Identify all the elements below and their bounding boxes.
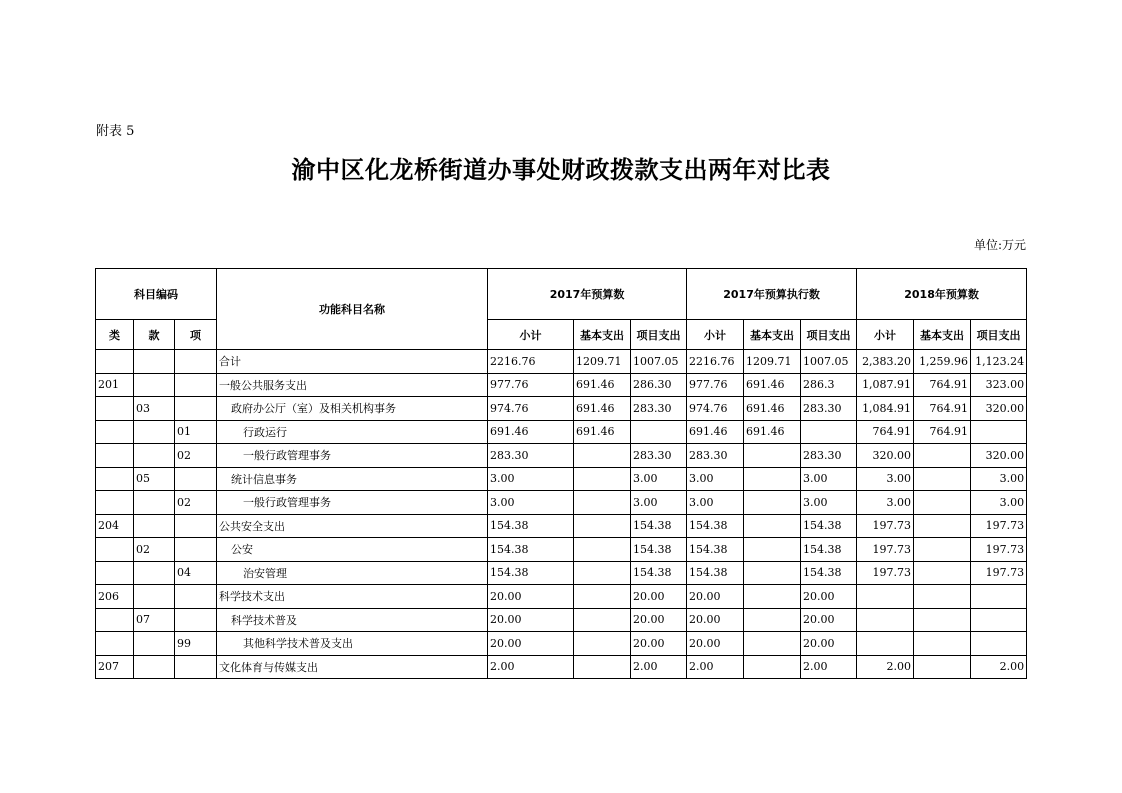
- code-xiang-cell: [175, 373, 217, 397]
- value-cell: 764.91: [857, 420, 914, 444]
- subheader-cell: 小计: [857, 320, 914, 350]
- code-xiang-cell: [175, 514, 217, 538]
- function-name-cell: 科学技术支出: [217, 585, 488, 609]
- value-cell: [744, 491, 801, 515]
- value-cell: 1007.05: [801, 350, 857, 374]
- function-name-cell: 治安管理: [217, 561, 488, 585]
- value-cell: 691.46: [744, 373, 801, 397]
- subheader-cell: 小计: [488, 320, 574, 350]
- code-xiang-cell: [175, 655, 217, 679]
- value-cell: 154.38: [631, 538, 687, 562]
- value-cell: 2.00: [488, 655, 574, 679]
- value-cell: 154.38: [631, 561, 687, 585]
- function-name-cell: 一般公共服务支出: [217, 373, 488, 397]
- code-kuan-cell: [134, 420, 175, 444]
- value-cell: 197.73: [971, 561, 1027, 585]
- table-row: [96, 561, 1027, 585]
- value-cell: [744, 608, 801, 632]
- budget-comparison-table: [95, 268, 1027, 679]
- value-cell: 20.00: [687, 585, 744, 609]
- code-lei-cell: [96, 420, 134, 444]
- value-cell: 3.00: [801, 491, 857, 515]
- value-cell: 691.46: [687, 420, 744, 444]
- value-cell: [574, 467, 631, 491]
- value-cell: 1,087.91: [857, 373, 914, 397]
- table-row: [96, 491, 1027, 515]
- value-cell: 3.00: [971, 467, 1027, 491]
- function-name-cell: 一般行政管理事务: [217, 444, 488, 468]
- value-cell: 764.91: [914, 420, 971, 444]
- subheader-cell: 项目支出: [971, 320, 1027, 350]
- value-cell: 2216.76: [687, 350, 744, 374]
- value-cell: [744, 444, 801, 468]
- value-cell: 20.00: [801, 608, 857, 632]
- table-row: [96, 350, 1027, 374]
- value-cell: 3.00: [488, 467, 574, 491]
- value-cell: 3.00: [631, 467, 687, 491]
- value-cell: 283.30: [801, 397, 857, 421]
- value-cell: 154.38: [687, 514, 744, 538]
- table-row: [96, 608, 1027, 632]
- value-cell: 283.30: [687, 444, 744, 468]
- value-cell: [744, 467, 801, 491]
- value-cell: 20.00: [488, 585, 574, 609]
- header-kuan: 款: [134, 320, 175, 350]
- value-cell: 20.00: [687, 632, 744, 656]
- header-group-2018-budget: 2018年预算数: [857, 269, 1027, 320]
- value-cell: 2216.76: [488, 350, 574, 374]
- value-cell: 154.38: [488, 538, 574, 562]
- code-kuan-cell: [134, 373, 175, 397]
- value-cell: [574, 514, 631, 538]
- value-cell: 20.00: [801, 632, 857, 656]
- value-cell: 323.00: [971, 373, 1027, 397]
- code-lei-cell: [96, 561, 134, 585]
- value-cell: 283.30: [631, 444, 687, 468]
- value-cell: 154.38: [801, 514, 857, 538]
- table-body: [96, 350, 1027, 679]
- table-row: [96, 585, 1027, 609]
- code-kuan-cell: [134, 632, 175, 656]
- value-cell: [914, 632, 971, 656]
- value-cell: [631, 420, 687, 444]
- value-cell: 286.3: [801, 373, 857, 397]
- code-lei-cell: [96, 350, 134, 374]
- value-cell: [914, 585, 971, 609]
- code-xiang-cell: [175, 350, 217, 374]
- value-cell: 2.00: [801, 655, 857, 679]
- value-cell: 2.00: [687, 655, 744, 679]
- value-cell: 20.00: [631, 585, 687, 609]
- value-cell: 691.46: [574, 397, 631, 421]
- table-row: [96, 444, 1027, 468]
- table-row: [96, 632, 1027, 656]
- function-name-cell: 公共安全支出: [217, 514, 488, 538]
- value-cell: [574, 491, 631, 515]
- function-name-cell: 文化体育与传媒支出: [217, 655, 488, 679]
- table-row: [96, 397, 1027, 421]
- header-group-2017-budget: 2017年预算数: [488, 269, 687, 320]
- subheader-cell: 项目支出: [631, 320, 687, 350]
- value-cell: 320.00: [971, 444, 1027, 468]
- value-cell: [744, 538, 801, 562]
- function-name-cell: 行政运行: [217, 420, 488, 444]
- value-cell: [744, 514, 801, 538]
- code-lei-cell: [96, 467, 134, 491]
- value-cell: 1209.71: [574, 350, 631, 374]
- code-xiang-cell: [175, 397, 217, 421]
- header-code-group: 科目编码: [96, 269, 217, 320]
- code-xiang-cell: 02: [175, 491, 217, 515]
- value-cell: 691.46: [744, 420, 801, 444]
- unit-label: 单位:万元: [973, 238, 1026, 252]
- function-name-cell: 政府办公厅（室）及相关机构事务: [217, 397, 488, 421]
- value-cell: 154.38: [801, 538, 857, 562]
- code-lei-cell: 201: [96, 373, 134, 397]
- value-cell: [914, 608, 971, 632]
- subheader-cell: 项目支出: [801, 320, 857, 350]
- value-cell: [574, 538, 631, 562]
- value-cell: 977.76: [488, 373, 574, 397]
- value-cell: 3.00: [857, 467, 914, 491]
- value-cell: 154.38: [488, 514, 574, 538]
- value-cell: [857, 632, 914, 656]
- code-lei-cell: [96, 491, 134, 515]
- value-cell: [914, 467, 971, 491]
- code-xiang-cell: 04: [175, 561, 217, 585]
- code-xiang-cell: 02: [175, 444, 217, 468]
- value-cell: [914, 655, 971, 679]
- attachment-label: 附表 5: [96, 124, 135, 139]
- value-cell: 764.91: [914, 397, 971, 421]
- value-cell: 20.00: [488, 632, 574, 656]
- value-cell: [971, 420, 1027, 444]
- value-cell: 286.30: [631, 373, 687, 397]
- value-cell: [744, 655, 801, 679]
- value-cell: 3.00: [971, 491, 1027, 515]
- value-cell: 2.00: [857, 655, 914, 679]
- value-cell: [801, 420, 857, 444]
- value-cell: 154.38: [488, 561, 574, 585]
- function-name-cell: 科学技术普及: [217, 608, 488, 632]
- code-lei-cell: 204: [96, 514, 134, 538]
- value-cell: [857, 608, 914, 632]
- value-cell: 283.30: [801, 444, 857, 468]
- table-row: [96, 514, 1027, 538]
- table-row: [96, 467, 1027, 491]
- function-name-cell: 其他科学技术普及支出: [217, 632, 488, 656]
- code-kuan-cell: 03: [134, 397, 175, 421]
- document-title: 渝中区化龙桥街道办事处财政拨款支出两年对比表: [291, 155, 831, 184]
- value-cell: [574, 608, 631, 632]
- code-lei-cell: [96, 444, 134, 468]
- value-cell: 320.00: [857, 444, 914, 468]
- value-cell: 3.00: [857, 491, 914, 515]
- function-name-cell: 统计信息事务: [217, 467, 488, 491]
- value-cell: 2.00: [971, 655, 1027, 679]
- subheader-cell: 基本支出: [914, 320, 971, 350]
- value-cell: [971, 632, 1027, 656]
- code-xiang-cell: 01: [175, 420, 217, 444]
- value-cell: 691.46: [744, 397, 801, 421]
- value-cell: [914, 561, 971, 585]
- code-xiang-cell: 99: [175, 632, 217, 656]
- value-cell: [971, 585, 1027, 609]
- value-cell: [744, 561, 801, 585]
- value-cell: 154.38: [631, 514, 687, 538]
- code-kuan-cell: [134, 655, 175, 679]
- value-cell: [574, 585, 631, 609]
- code-kuan-cell: [134, 514, 175, 538]
- code-xiang-cell: [175, 467, 217, 491]
- value-cell: [574, 632, 631, 656]
- value-cell: 1,084.91: [857, 397, 914, 421]
- code-kuan-cell: [134, 444, 175, 468]
- header-group-2017-executed: 2017年预算执行数: [687, 269, 857, 320]
- header-lei: 类: [96, 320, 134, 350]
- value-cell: 197.73: [857, 561, 914, 585]
- function-name-cell: 一般行政管理事务: [217, 491, 488, 515]
- header-function-name: 功能科目名称: [217, 269, 488, 350]
- value-cell: [574, 561, 631, 585]
- value-cell: 974.76: [687, 397, 744, 421]
- code-lei-cell: 206: [96, 585, 134, 609]
- value-cell: [914, 538, 971, 562]
- value-cell: 3.00: [687, 491, 744, 515]
- value-cell: 1007.05: [631, 350, 687, 374]
- value-cell: 154.38: [687, 538, 744, 562]
- value-cell: 320.00: [971, 397, 1027, 421]
- value-cell: [744, 585, 801, 609]
- code-kuan-cell: [134, 491, 175, 515]
- value-cell: [914, 491, 971, 515]
- value-cell: [914, 514, 971, 538]
- value-cell: 197.73: [971, 538, 1027, 562]
- code-xiang-cell: [175, 608, 217, 632]
- value-cell: 2,383.20: [857, 350, 914, 374]
- code-kuan-cell: [134, 350, 175, 374]
- value-cell: 1,123.24: [971, 350, 1027, 374]
- value-cell: 3.00: [801, 467, 857, 491]
- value-cell: 691.46: [574, 373, 631, 397]
- value-cell: 977.76: [687, 373, 744, 397]
- code-lei-cell: [96, 397, 134, 421]
- table-row: [96, 655, 1027, 679]
- value-cell: 974.76: [488, 397, 574, 421]
- subheader-cell: 基本支出: [574, 320, 631, 350]
- value-cell: 20.00: [631, 632, 687, 656]
- value-cell: 3.00: [687, 467, 744, 491]
- code-xiang-cell: [175, 538, 217, 562]
- value-cell: 283.30: [488, 444, 574, 468]
- value-cell: 197.73: [857, 538, 914, 562]
- code-kuan-cell: 07: [134, 608, 175, 632]
- value-cell: 3.00: [488, 491, 574, 515]
- value-cell: 20.00: [687, 608, 744, 632]
- header-xiang: 项: [175, 320, 217, 350]
- subheader-cell: 小计: [687, 320, 744, 350]
- code-kuan-cell: [134, 585, 175, 609]
- code-lei-cell: [96, 608, 134, 632]
- value-cell: [914, 444, 971, 468]
- table-row: [96, 420, 1027, 444]
- code-xiang-cell: [175, 585, 217, 609]
- code-lei-cell: [96, 538, 134, 562]
- value-cell: [971, 608, 1027, 632]
- value-cell: 2.00: [631, 655, 687, 679]
- value-cell: 20.00: [801, 585, 857, 609]
- value-cell: 20.00: [488, 608, 574, 632]
- value-cell: [744, 632, 801, 656]
- value-cell: 197.73: [857, 514, 914, 538]
- code-lei-cell: 207: [96, 655, 134, 679]
- value-cell: [574, 444, 631, 468]
- table-row: [96, 373, 1027, 397]
- value-cell: 1,259.96: [914, 350, 971, 374]
- value-cell: 691.46: [488, 420, 574, 444]
- value-cell: 764.91: [914, 373, 971, 397]
- value-cell: 197.73: [971, 514, 1027, 538]
- code-lei-cell: [96, 632, 134, 656]
- value-cell: [857, 585, 914, 609]
- value-cell: 1209.71: [744, 350, 801, 374]
- value-cell: 154.38: [687, 561, 744, 585]
- value-cell: 691.46: [574, 420, 631, 444]
- value-cell: 154.38: [801, 561, 857, 585]
- code-kuan-cell: [134, 561, 175, 585]
- value-cell: [574, 655, 631, 679]
- function-name-cell: 合计: [217, 350, 488, 374]
- table-row: [96, 538, 1027, 562]
- value-cell: 3.00: [631, 491, 687, 515]
- subheader-cell: 基本支出: [744, 320, 801, 350]
- code-kuan-cell: 05: [134, 467, 175, 491]
- code-kuan-cell: 02: [134, 538, 175, 562]
- value-cell: 283.30: [631, 397, 687, 421]
- value-cell: 20.00: [631, 608, 687, 632]
- function-name-cell: 公安: [217, 538, 488, 562]
